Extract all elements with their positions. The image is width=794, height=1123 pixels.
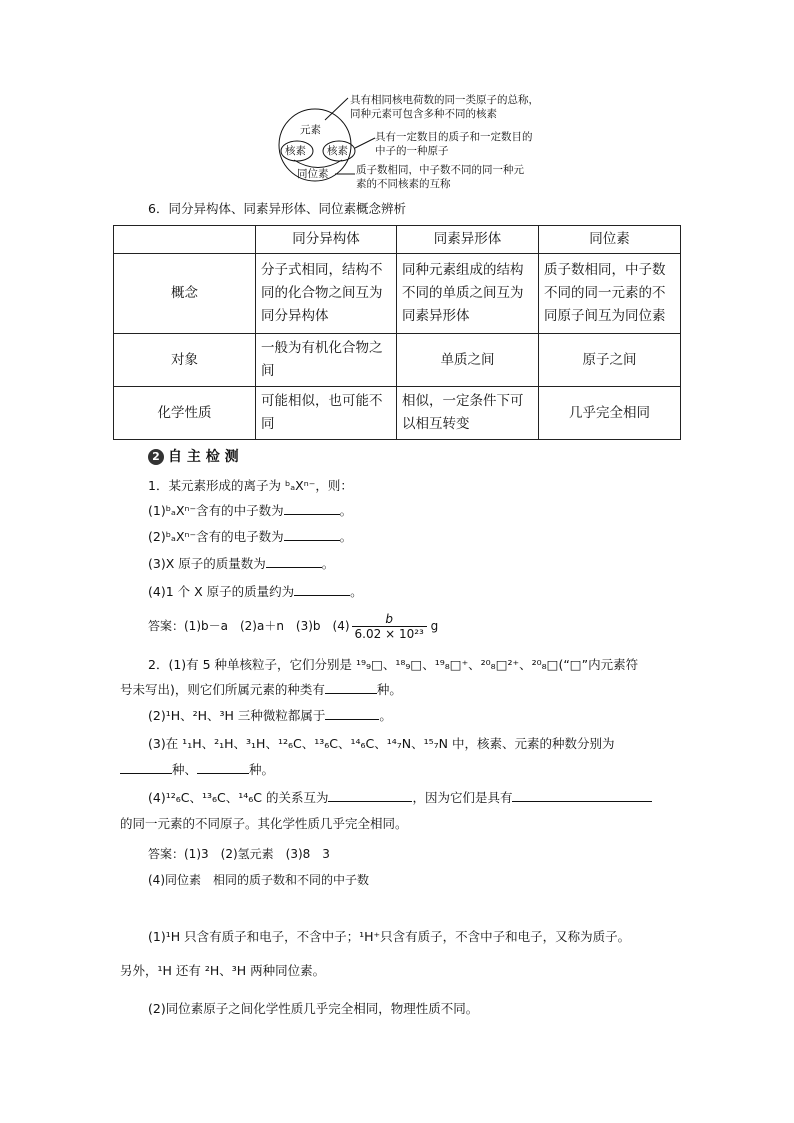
answer-blank[interactable] [328,789,412,802]
pointer-line-2 [355,138,375,148]
q2-text: (4)¹²₆C、¹³₆C、¹⁴₆C 的关系互为 [148,790,329,805]
answer-blank[interactable] [284,502,340,515]
comparison-table [113,225,681,440]
diagram-element-label: 元素 [300,124,321,136]
q2-text: 种、 [172,762,198,777]
q1-part-3: (3)X 原子的质量数为 。 [148,556,335,571]
q1-part-1: (1)ᵇₐXⁿ⁻含有的中子数为 。 [148,503,353,518]
q1-part-text: (4)1 个 X 原子的质量约为 [148,584,295,599]
table-header-cell: 同素异形体 [397,226,539,254]
note-2: (2)同位素原子之间化学性质几乎完全相同，物理性质不同。 [148,1001,479,1016]
q1-answer [148,612,438,641]
diagram-nuclide-right-label: 核素 [327,145,348,157]
table-row-label: 化学性质 [114,387,256,440]
table-cell: 相似，一定条件下可以相互转变 [397,387,539,440]
q2-part-3: (3)在 ¹₁H、²₁H、³₁H、¹²₆C、¹³₆C、¹⁴₆C、¹⁴₇N、¹⁵₇N 中，核素、元素的种数分别为 [148,736,615,751]
diagram-nuclide-left-label: 核素 [285,145,306,157]
table-cell: 分子式相同，结构不同的化合物之间互为同分异构体 [256,254,397,334]
answer-blank[interactable] [284,528,340,541]
answer-blank[interactable] [197,761,249,774]
self-check-title: 自 主 检 测 [168,449,239,465]
answer-blank[interactable] [325,707,379,720]
q1-stem-text: 1．某元素形成的离子为 [148,478,285,493]
note-line: 质子数相同，中子数不同的同一种元 [356,164,524,176]
diagram-note-nuclide [375,130,533,158]
q2-text: ，因为它们是具有 [412,790,513,805]
table-cell: 质子数相同，中子数不同的同一元素的不同原子间互为同位素 [539,254,681,334]
self-check-heading [148,446,239,466]
table-cell: 同种元素组成的结构不同的单质之间互为同素异形体 [397,254,539,334]
answer-blank[interactable] [120,761,172,774]
q1-part-2: (2)ᵇₐXⁿ⁻含有的电子数为 。 [148,529,353,544]
q1-stem [148,477,353,495]
table-header-cell: 同位素 [539,226,681,254]
table-row [114,387,681,440]
self-check-badge-icon: 2 [148,449,164,465]
table-row-label: 对象 [114,334,256,387]
table-cell: 单质之间 [397,334,539,387]
q1-part-text: (3)X 原子的质量数为 [148,556,266,571]
q1-answer-text: 答案：(1)b－a (2)a＋n (3)b (4) [148,619,350,633]
fraction-denominator: 6.02 × 10²³ [352,626,427,641]
q1-answer-fraction [352,612,427,641]
answer-blank[interactable] [512,789,652,802]
q2-line-1: 2．(1)有 5 种单核粒子，它们分别是 ¹⁹₉□、¹⁸₉□、¹⁹₈□⁺、²⁰₈□²⁺、²⁰₈□(“□”内元素符 [148,657,639,672]
answer-blank[interactable] [266,555,322,568]
answer-blank[interactable] [294,583,350,596]
note-1: (1)¹H 只含有质子和电子，不含中子；¹H⁺只含有质子，不含中子和电子，又称为质子。 [148,929,631,944]
diagram-note-element [350,93,539,121]
table-row [114,254,681,334]
q2-part-4-cont: 的同一元素的不同原子。其化学性质几乎完全相同。 [120,816,408,831]
q2-text: 种。 [249,762,275,777]
table-header-row [114,226,681,254]
q2-text: 。 [379,708,392,723]
table-cell: 几乎完全相同 [539,387,681,440]
q1-part-4: (4)1 个 X 原子的质量约为 。 [148,584,363,599]
note-line: 具有相同核电荷数的同一类原子的总称， [350,94,539,106]
section-6-title: 6．同分异构体、同素异形体、同位素概念辨析 [148,201,406,216]
q2-text: 种。 [376,682,402,697]
table-cell: 原子之间 [539,334,681,387]
diagram-note-isotope [356,163,524,191]
q2-part-2 [148,707,392,725]
note-line: 同种元素可包含多种不同的核素 [350,108,497,120]
table-cell: 一般为有机化合物之间 [256,334,397,387]
q2-part-3-blanks [120,761,274,779]
q2-text: 号未写出)，则它们所属元素的种类有 [120,682,325,697]
table-header-cell: 同分异构体 [256,226,397,254]
q2-part-4 [148,789,652,807]
table-row [114,334,681,387]
table-row-label: 概念 [114,254,256,334]
q2-text: (2)¹H、²H、³H 三种微粒都属于 [148,708,326,723]
table-header-empty [114,226,256,254]
q2-answer-1: 答案：(1)3 (2)氢元素 (3)8 3 [148,847,330,861]
q2-line-2 [120,681,402,699]
q1-part-text: (2)ᵇₐXⁿ⁻含有的电子数为 [148,529,284,544]
answer-blank[interactable] [325,681,377,694]
note-line: 素的不同核素的互称 [356,178,451,190]
q1-part-text: (1)ᵇₐXⁿ⁻含有的中子数为 [148,503,284,518]
note-1b: 另外，¹H 还有 ²H、³H 两种同位素。 [120,963,326,978]
concept-diagram [270,90,560,190]
note-line: 中子的一种原子 [375,145,449,157]
q2-answer-2: (4)同位素 相同的质子数和不同的中子数 [148,873,369,887]
q1-ion: ᵇₐXⁿ⁻ [284,478,316,493]
diagram-isotope-label: 同位素 [297,168,329,180]
fraction-numerator: b [385,612,393,626]
q1-answer-unit: g [430,619,439,633]
table-cell: 可能相似，也可能不同 [256,387,397,440]
note-line: 具有一定数目的质子和一定数目的 [375,131,533,143]
q1-stem-end: ，则： [315,478,353,493]
